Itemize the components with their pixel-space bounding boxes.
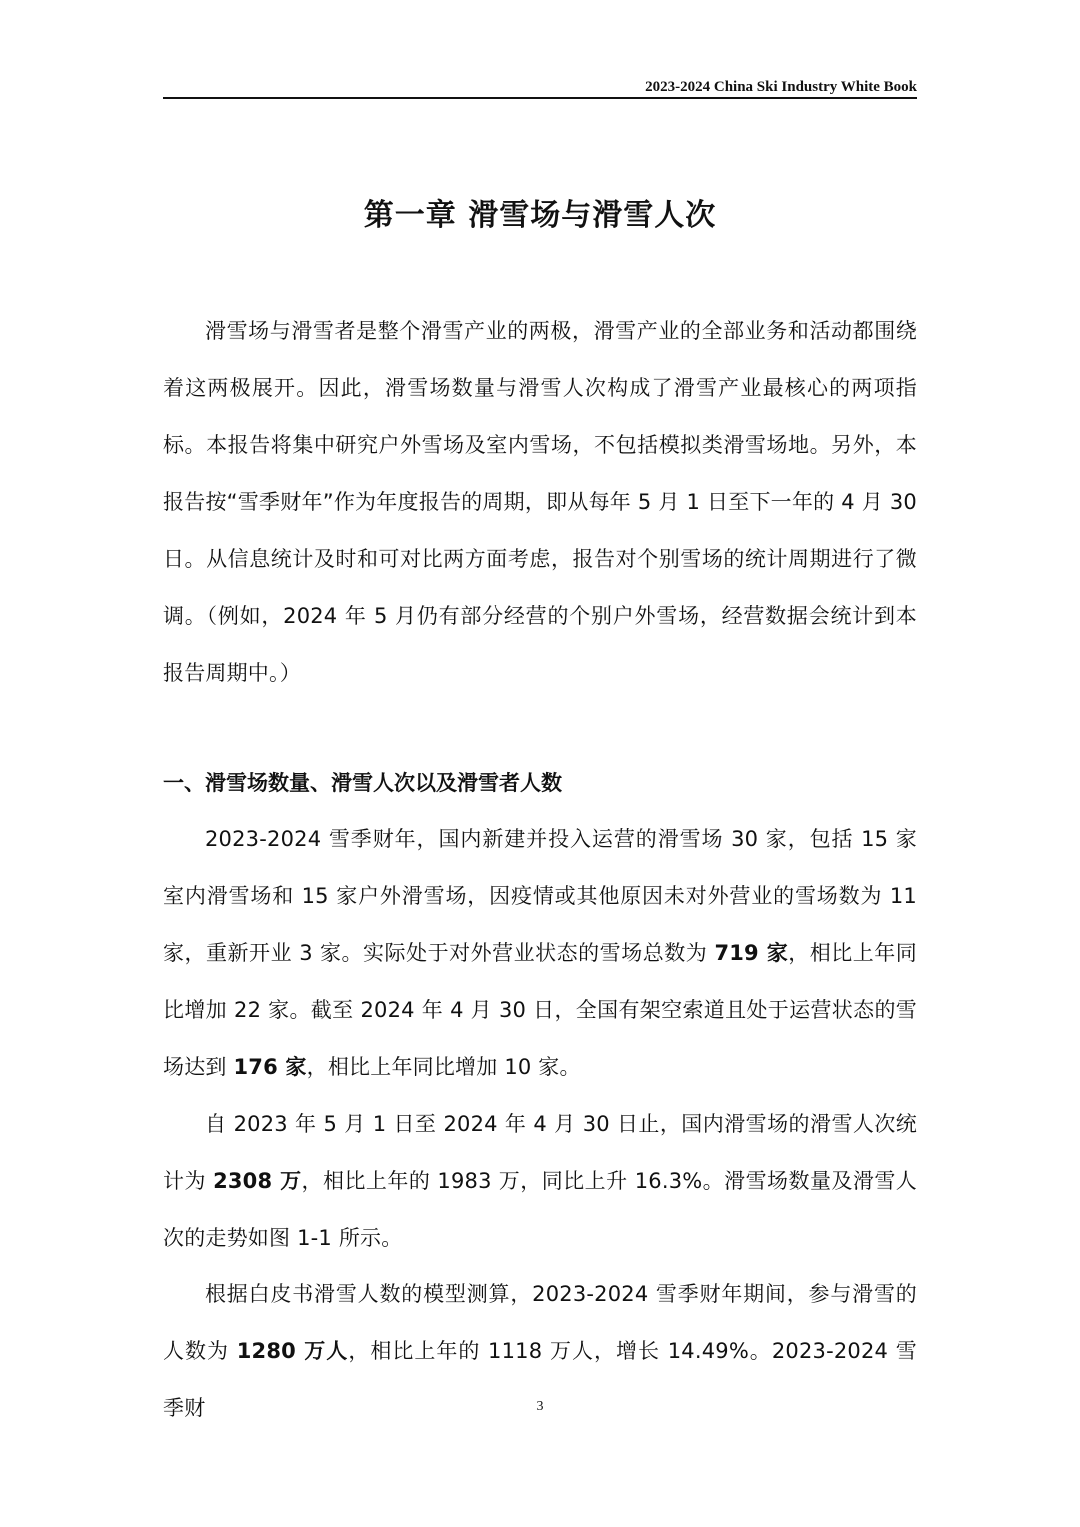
section-heading: 一、滑雪场数量、滑雪人次以及滑雪者人数 [163, 771, 562, 795]
skier-visits-paragraph [163, 1096, 917, 1267]
highlight-skier-visits: 2308 万 [213, 1169, 302, 1193]
highlight-skier-count: 1280 万人 [236, 1339, 349, 1363]
chapter-title: 第一章 滑雪场与滑雪人次 [363, 198, 717, 233]
paragraph-text: 自 2023 年 5 月 1 日至 2024 年 4 月 30 日止，国内滑雪场的滑雪人次统计为 [163, 1112, 917, 1193]
paragraph-text: 2023-2024 雪季财年，国内新建并投入运营的滑雪场 30 家，包括 15 家室内滑雪场和 15 家户外滑雪场，因疫情或其他原因未对外营业的雪场数为 11 家，重新开业 3 家。实际处于对外营业状态的雪场总数为 [163, 827, 917, 965]
page-number: 3 [536, 1399, 544, 1414]
running-header-title: 2023-2024 China Ski Industry White Book [645, 79, 917, 95]
ski-resort-count-paragraph [163, 811, 917, 1096]
highlight-resort-total: 719 家 [714, 941, 789, 965]
paragraph-text: ，相比上年同比增加 22 家。截至 2024 年 4 月 30 日，全国有架空索道且处于运营状态的雪场达到 [163, 941, 917, 1079]
paragraph-text: 根据白皮书滑雪人数的模型测算，2023-2024 雪季财年期间，参与滑雪的人数为 [163, 1282, 917, 1363]
paragraph-text: ，相比上年的 1118 万人，增长 14.49%。2023-2024 雪季财 [163, 1339, 917, 1420]
highlight-cableway-resorts: 176 家 [233, 1055, 307, 1079]
intro-paragraph: 滑雪场与滑雪者是整个滑雪产业的两极，滑雪产业的全部业务和活动都围绕着这两极展开。因此，滑雪场数量与滑雪人次构成了滑雪产业最核心的两项指标。本报告将集中研究户外雪场及室内雪场，不包括模拟类滑雪场地。另外，本报告按“雪季财年”作为年度报告的周期，即从每年 5 月 1 日至下一年的 4 月 30 日。从信息统计及时和可对比两方面考虑，报告对个别雪场的统计周期进行了微调。（例如，2024 年 5 月仍有部分经营的个别户外雪场，经营数据会统计到本报告周期中。） [163, 319, 917, 685]
paragraph-text: ，相比上年的 1983 万，同比上升 16.3%。滑雪场数量及滑雪人次的走势如图 1-1 所示。 [163, 1169, 917, 1250]
header-divider [163, 97, 917, 99]
paragraph-text: ，相比上年同比增加 10 家。 [306, 1055, 581, 1079]
